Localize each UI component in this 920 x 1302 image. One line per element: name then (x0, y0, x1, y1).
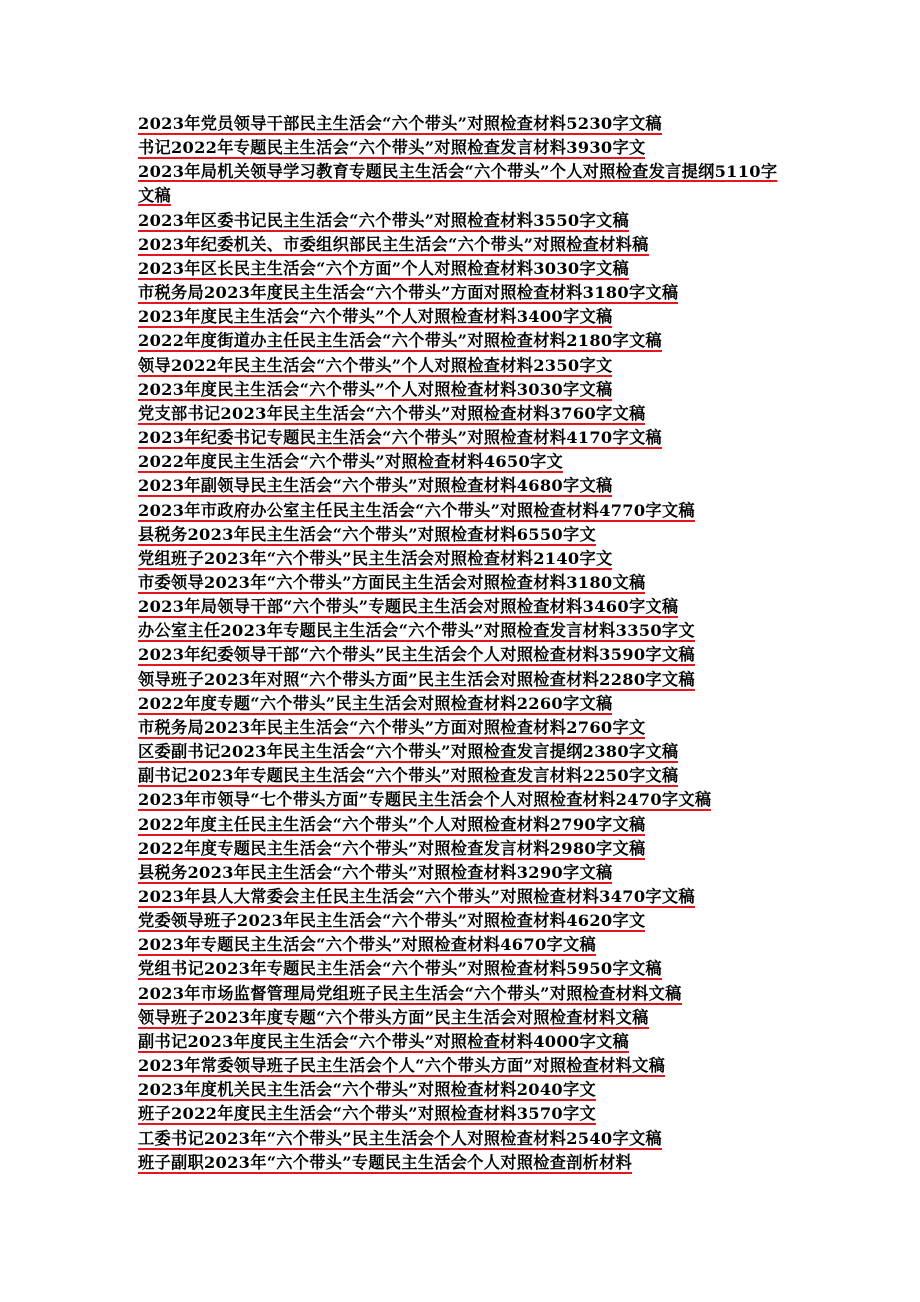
document-link-label: 党组班子2023年“六个带头”民主生活会对照检查材料2140字文 (138, 548, 613, 568)
document-link-label: 2023年度民主生活会“六个带头”个人对照检查材料3400字文稿 (138, 307, 613, 327)
document-link[interactable] (138, 885, 788, 909)
document-link[interactable] (138, 402, 788, 426)
document-link-label: 2023年局领导干部“六个带头”专题民主生活会对照检查材料3460字文稿 (138, 597, 679, 617)
document-link-label: 县税务2023年民主生活会“六个带头”对照检查材料3290字文稿 (138, 862, 613, 882)
document-link[interactable] (138, 450, 788, 474)
document-link[interactable] (138, 571, 788, 595)
document-link[interactable] (138, 136, 788, 160)
document-link[interactable] (138, 523, 788, 547)
document-link-label: 2022年度专题民主生活会“六个带头”对照检查发言材料2980字文稿 (138, 838, 646, 858)
document-link-label: 领导班子2023年度专题“六个带头方面”民主生活会对照检查材料文稿 (138, 1007, 649, 1027)
document-link-label: 2023年副领导民主生活会“六个带头”对照检查材料4680字文稿 (138, 476, 613, 496)
document-link-label: 2023年纪委机关、市委组织部民主生活会“六个带头”对照检查材料稿 (138, 234, 649, 254)
document-link[interactable] (138, 112, 788, 136)
document-link[interactable] (138, 668, 788, 692)
document-link-label: 县税务2023年民主生活会“六个带头”对照检查材料6550字文 (138, 524, 596, 544)
document-link[interactable] (138, 1030, 788, 1054)
document-link-label: 2023年纪委领导干部“六个带头”民主生活会个人对照检查材料3590字文稿 (138, 645, 695, 665)
document-link-label: 班子2022年度民主生活会“六个带头”对照检查材料3570字文 (138, 1104, 596, 1124)
document-link-label: 2023年市政府办公室主任民主生活会“六个带头”对照检查材料4770字文稿 (138, 500, 695, 520)
document-link[interactable] (138, 716, 788, 740)
document-link-label: 副书记2023年度民主生活会“六个带头”对照检查材料4000字文稿 (138, 1031, 629, 1051)
document-link[interactable] (138, 619, 788, 643)
document-link-label: 2023年局机关领导学习教育专题民主生活会“六个带头”个人对照检查发言提纲5110字文稿 (138, 162, 778, 206)
document-link[interactable] (138, 982, 788, 1006)
document-link-label: 工委书记2023年“六个带头”民主生活会个人对照检查材料2540字文稿 (138, 1128, 662, 1148)
document-link-label: 党委领导班子2023年民主生活会“六个带头”对照检查材料4620字文 (138, 911, 646, 931)
document-link-label: 2023年度民主生活会“六个带头”个人对照检查材料3030字文稿 (138, 379, 613, 399)
document-link-label: 2022年度专题“六个带头”民主生活会对照检查材料2260字文稿 (138, 693, 613, 713)
document-link-label: 2023年区长民主生活会“六个方面”个人对照检查材料3030字文稿 (138, 258, 629, 278)
document-link[interactable] (138, 329, 788, 353)
document-link-list (138, 112, 788, 1175)
document-link-label: 副书记2023年专题民主生活会“六个带头”对照检查发言材料2250字文稿 (138, 766, 679, 786)
document-link-label: 市税务局2023年民主生活会“六个带头”方面对照检查材料2760字文 (138, 717, 646, 737)
document-link-label: 2023年纪委书记专题民主生活会“六个带头”对照检查材料4170字文稿 (138, 428, 662, 448)
document-link[interactable] (138, 257, 788, 281)
document-link[interactable] (138, 1078, 788, 1102)
document-link[interactable] (138, 837, 788, 861)
document-link-label: 2023年市领导“七个带头方面”专题民主生活会个人对照检查材料2470字文稿 (138, 790, 712, 810)
document-link-label: 办公室主任2023年专题民主生活会“六个带头”对照检查发言材料3350字文 (138, 621, 695, 641)
document-link[interactable] (138, 909, 788, 933)
document-link[interactable] (138, 692, 788, 716)
document-link-label: 党支部书记2023年民主生活会“六个带头”对照检查材料3760字文稿 (138, 403, 646, 423)
document-link[interactable] (138, 281, 788, 305)
document-link[interactable] (138, 1006, 788, 1030)
document-link-label: 2022年度街道办主任民主生活会“六个带头”对照检查材料2180字文稿 (138, 331, 662, 351)
document-link-label: 书记2022年专题民主生活会“六个带头”对照检查发言材料3930字文 (138, 138, 646, 158)
document-link[interactable] (138, 957, 788, 981)
document-link-label: 区委副书记2023年民主生活会“六个带头”对照检查发言提纲2380字文稿 (138, 742, 679, 762)
document-link-label: 2022年度民主生活会“六个带头”对照检查材料4650字文 (138, 452, 563, 472)
document-link[interactable] (138, 305, 788, 329)
document-link[interactable] (138, 861, 788, 885)
document-link[interactable] (138, 1054, 788, 1078)
document-link[interactable] (138, 160, 788, 208)
document-link-label: 市税务局2023年度民主生活会“六个带头”方面对照检查材料3180字文稿 (138, 283, 679, 303)
document-link-label: 2022年度主任民主生活会“六个带头”个人对照检查材料2790字文稿 (138, 814, 646, 834)
document-link[interactable] (138, 933, 788, 957)
document-link[interactable] (138, 740, 788, 764)
document-link[interactable] (138, 1102, 788, 1126)
document-link-label: 2023年度机关民主生活会“六个带头”对照检查材料2040字文 (138, 1080, 596, 1100)
document-link[interactable] (138, 813, 788, 837)
document-link-label: 2023年党员领导干部民主生活会“六个带头”对照检查材料5230字文稿 (138, 114, 662, 133)
document-link[interactable] (138, 474, 788, 498)
document-link[interactable] (138, 378, 788, 402)
document-link[interactable] (138, 1151, 788, 1175)
document-link-label: 班子副职2023年“六个带头”专题民主生活会个人对照检查剖析材料 (138, 1152, 633, 1172)
document-link-label: 领导班子2023年对照“六个带头方面”民主生活会对照检查材料2280字文稿 (138, 669, 695, 689)
document-link[interactable] (138, 643, 788, 667)
document-link[interactable] (138, 788, 788, 812)
document-link[interactable] (138, 233, 788, 257)
document-link-label: 2023年县人大常委会主任民主生活会“六个带头”对照检查材料3470字文稿 (138, 887, 695, 906)
document-link-label: 党组书记2023年专题民主生活会“六个带头”对照检查材料5950字文稿 (138, 959, 662, 979)
document-link-label: 2023年市场监督管理局党组班子民主生活会“六个带头”对照检查材料文稿 (138, 983, 682, 1003)
document-link-label: 2023年专题民主生活会“六个带头”对照检查材料4670字文稿 (138, 935, 596, 955)
document-link[interactable] (138, 354, 788, 378)
document-link-label: 2023年区委书记民主生活会“六个带头”对照检查材料3550字文稿 (138, 210, 629, 230)
document-link[interactable] (138, 764, 788, 788)
document-link-label: 市委领导2023年“六个带头”方面民主生活会对照检查材料3180文稿 (138, 572, 646, 592)
document-link[interactable] (138, 426, 788, 450)
document-link-label: 2023年常委领导班子民主生活会个人“六个带头方面”对照检查材料文稿 (138, 1056, 666, 1076)
document-link[interactable] (138, 1127, 788, 1151)
document-link[interactable] (138, 547, 788, 571)
document-link[interactable] (138, 499, 788, 523)
document-link[interactable] (138, 595, 788, 619)
document-link[interactable] (138, 209, 788, 233)
document-link-label: 领导2022年民主生活会“六个带头”个人对照检查材料2350字文 (138, 355, 613, 375)
